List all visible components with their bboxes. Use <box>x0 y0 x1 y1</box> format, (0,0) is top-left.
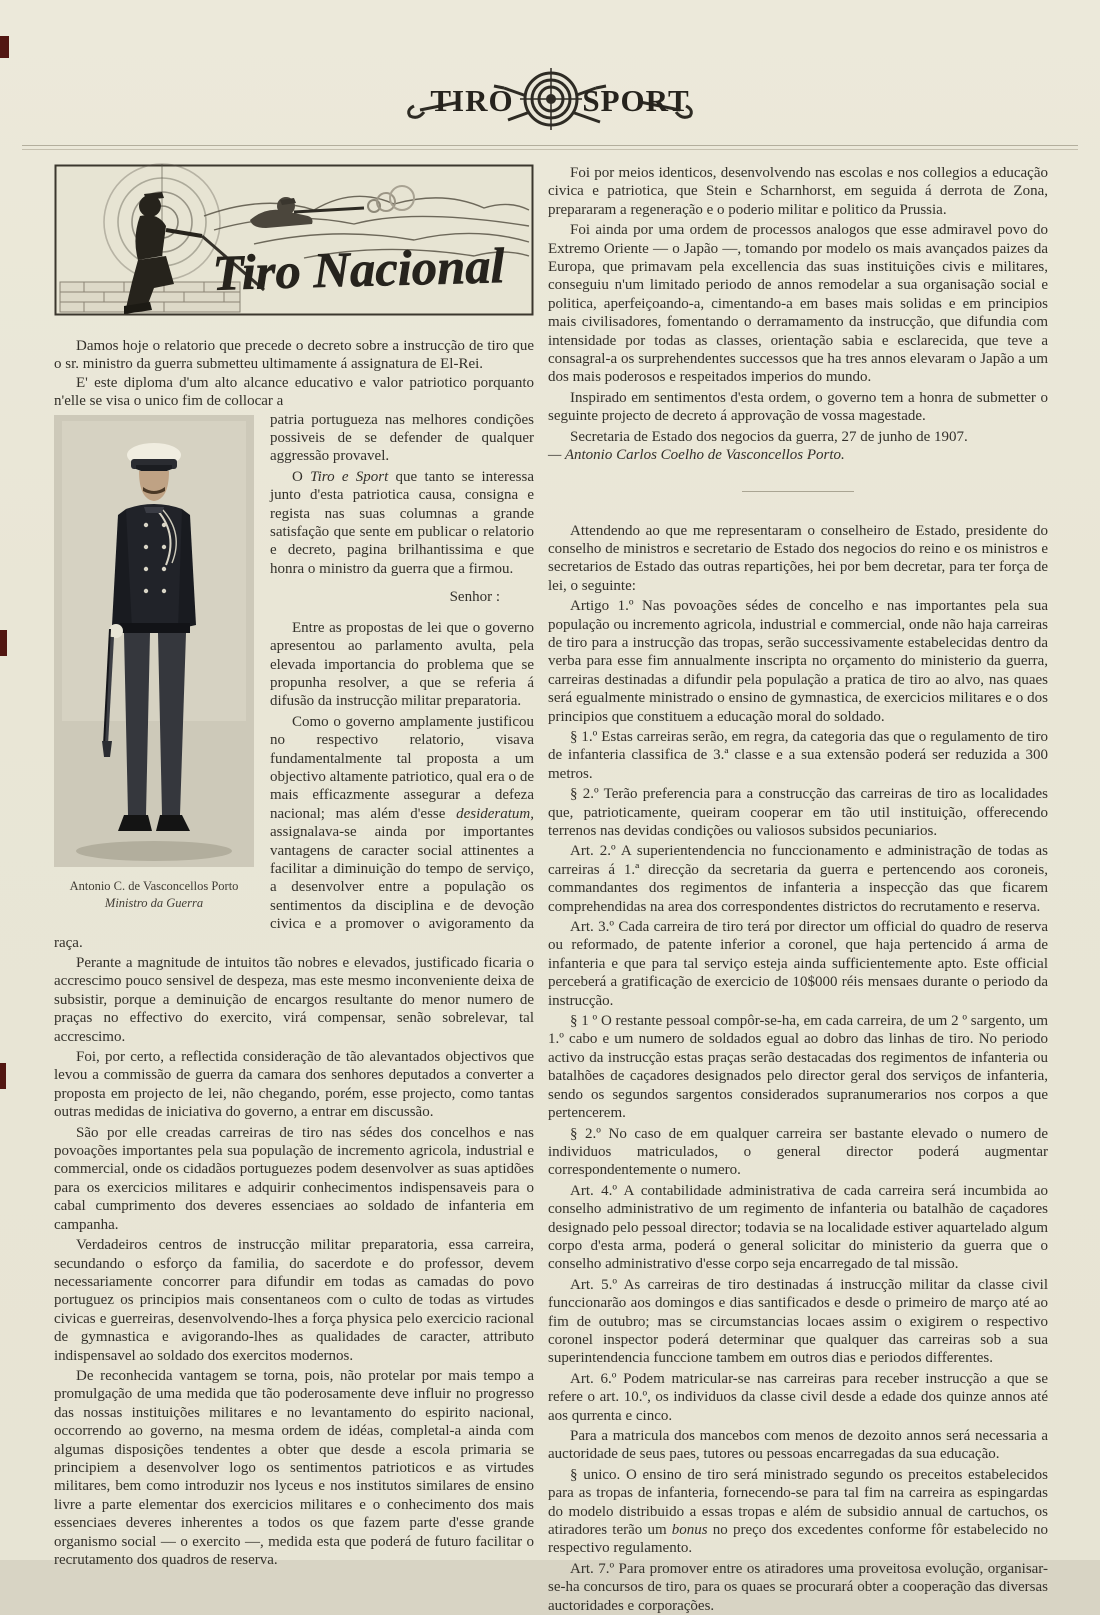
paragraph: De reconhecida vantagem se torna, pois, não protelar por mais tempo a promulgação de uma medida que tão poderosamente deve influir no progresso das nossas instituições militares e no levantamento do espirito nacional, occorrendo ao governo, na mesma ordem de idéas, completal-a ainda com algumas disposições tendentes a obter que desde a escola primaria se principiem a desenvolver logo os sentimentos patrioticos e as virtudes militares, bem como introduzir nos lyceus e nos institutos similares de ensino livre a parte elementar dos exercicios militares e o conhecimento dos mais essenciaes deveres inherentes a todos os que fazem parte d'esse grande organismo social — o exercito —, medida esta que poderá de futuro facilitar o recrutamento dos quadros de reserva. <box>54 1367 534 1568</box>
paragraph: § 1.º Estas carreiras serão, em regra, da categoria das que o regulamento de tiro de infanteria classifica de 3.ª classe e a sua extensão poderá ser reduzida a 300 metros. <box>548 728 1048 782</box>
paragraph: Art. 3.º Cada carreira de tiro terá por director um official do quadro de reserva ou reformado, de patente inferior a coronel, que haja pertencido á arma de infanteria e que para tal serviço esteja ainda sufficientemente apto. Este official perceberá a gratificação de exercicio de 10$000 réis mensaes durante o periodo da instrucção. <box>548 919 1048 1009</box>
photo-caption-role: Ministro da Guerra <box>104 895 204 910</box>
paragraph: § 2.º No caso de em qualquer carreira ser bastante elevado o numero de individuos matriculados, o general director poderá augmentar correspondentemente o numero. <box>548 1125 1048 1179</box>
paragraph: Foi, por certo, a reflectida consideração de tão alevantados objectivos que levou a commissão de guerra da camara dos senhores deputados a converter a proposta em projecto de lei, não chegando, porém, esse projecto, como tantas outras medidas de iniciativa do governo, a entrar em discussão. <box>54 1049 534 1121</box>
article-columns <box>0 150 1100 1615</box>
paragraph-text: Como o governo amplamente justificou no respectivo relatorio, visava fundamentalmente tal proposta a um objectivo altamente patriotico, qual era o de mais efficazmente assegurar a defeza nacional; mas além d'esse <box>270 713 534 822</box>
paragraph: Perante a magnitude de intuitos tão nobres e elevados, justificado ficaria o accrescimo pouco sensivel de despeza, mas este mesmo inconveniente deixa de subsistir, porque a deminuição de encargos resultante do menor numero de praças no effectivo do exercito, virá compensar, senão sobrelevar, tal accrescimo. <box>54 955 534 1045</box>
paragraph-text: no preço dos excedentes conforme fôr estabelecido no respectivo regulamento. <box>548 1522 1048 1557</box>
paragraph: Damos hoje o relatorio que precede o decreto sobre a instrucção de tiro que o sr. ministro da guerra submetteu ultimamente á assignatura de El-Rei. <box>54 338 534 373</box>
binding-mark <box>0 630 7 656</box>
paragraph: Artigo 1.º Nas povoações sédes de concelho e nas importantes pela sua população ou incremento agricola, industrial e commercial, onde não haja carreiras de tiro para a instrucção das tropas, serão successivamente estabelecidas dentro da verba para esse fim annualmente inscripta no orçamento do ministerio da guerra, carreiras destinadas a difundir pela população a pratica de tiro ao alvo, nas quaes será egualmente ministrado o ensino de gymnastica, de exercicios militares e o dos principios que constituem a educação moral do soldado. <box>548 598 1048 725</box>
officer-photo <box>54 415 254 867</box>
paragraph: Entre as propostas de lei que o governo apresentou ao parlamento avulta, pela elevada importancia do problema que se propunha resolver, a que se referia á difusão da instrucção militar preparatoria. <box>270 619 534 710</box>
paragraph: Verdadeiros centros de instrucção militar preparatoria, essa carreira, secundando o esforço da familia, do sacerdote e do professor, devem necessariamente concorrer para difundir em todas as camadas do povo portuguez os principios mais consentaneos com o culto de todas as virtudes civicas e guerreiras, desenvolvendo-lhes a força physica pelo exercicio racional de gymnastica e avigorando-lhes as qualidades de caracter, attributo indispensavel ao soldado dos exercitos modernos. <box>54 1237 534 1364</box>
paragraph <box>548 1466 1048 1558</box>
paragraph-text: § unico. O ensino de tiro será ministrado segundo os preceitos estabelecidos para as tropas de infanteria, fornecendo-se para tal fim na carreira as espingardas do modelo distribuido a essas tropas e além de subsidio annual de cartuchos, os atiradores terão um <box>548 1466 1048 1539</box>
paragraph: § 2.º Terão preferencia para a construcção das carreiras de tiro as localidades que, patrioticamente, queiram cooperar em tão util instituição, offerecendo terrenos nas devidas condições ou valiosos subsidos pecuniarios. <box>548 786 1048 839</box>
paragraph-text: O <box>292 468 311 485</box>
salutation: Senhor : <box>449 589 500 606</box>
section-divider-rule <box>742 491 854 492</box>
masthead-word-tiro: TIRO <box>430 83 514 118</box>
paragraph-text: , assignalava-se ainda por importantes vantagens de caracter social attinentes a facilitar a diminuição do tempo de serviço, a desenvolver entre a população os sentimentos da disciplina e de devoção civica e a promover o avigoramento da raça. <box>54 805 534 951</box>
paragraph: patria portugueza nas melhores condições possiveis de se defender de qualquer aggressão provavel. <box>270 411 534 465</box>
paragraph: Art. 5.º As carreiras de tiro destinadas á instrucção militar da classe civil funccionarão aos domingos e dias santificados e desde o primeiro de março até ao fim de outubro; mas se circumstancias locaes assim o exigirem o respectivo coronel inspector poderá determinar que qualquer das carreiras sob a sua superintendencia funccione tambem em outros dias e periodos differentes. <box>548 1276 1048 1367</box>
paragraph: Attendendo ao que me representaram o conselheiro de Estado, presidente do conselho de ministros e secretario de Estado dos negocios do reino e os ministros e secretarios de Estado das outras repartições, hei por bem decretar, para ter força de lei, o seguinte: <box>548 522 1048 594</box>
right-column <box>548 164 1048 1615</box>
photo-caption-name: Antonio C. de Vasconcellos Porto <box>69 878 239 893</box>
paragraph: Foi por meios identicos, desenvolvendo nas escolas e nos collegios a educação civica e patriotica, que Stein e Scharnhorst, em seguida á derrota de Zona, prepararam a regeneração e o poderio militar e politico da Prussia. <box>548 165 1048 218</box>
paragraph: Inspirado em sentimentos d'esta ordem, o governo tem a honra de submetter o seguinte projecto de decreto á approvação de vossa magestade. <box>548 389 1048 425</box>
paragraph: § 1 º O restante pessoal compôr-se-ha, em cada carreira, de um 2 º sargento, um 1.º cabo e um numero de soldados egual ao dobro das linhas de tiro. No periodo activo da instrucção estas praças serão destacadas dos regimentos de infanteria ou batalhões de caçadores designados pelo director geral dos serviços de infanteria, sendo os segundos sargentos considerados supranumerarios nos corpos a que pertencerem. <box>548 1013 1048 1122</box>
masthead-word-sport: SPORT <box>582 83 690 118</box>
officer-portrait-figure <box>54 415 254 912</box>
paragraph: Art. 2.º A superientendencia no funccionamento e administração de todas as carreiras á 1.ª direcção da secretaria da guerra e pertencendo aos coroneis, commandantes dos regimentos de infanteria a inspecção das que ficarem comprehendidas na area dos correspondentes districtos do recrutamento e reserva. <box>548 843 1048 915</box>
target-icon <box>520 68 582 130</box>
bonus-italic: bonus <box>671 1522 708 1539</box>
journal-name-italic: Tiro e Sport <box>310 468 389 485</box>
paragraph: Para a matricula dos mancebos com menos de dezoito annos será necessaria a auctoridade de seus paes, tutores ou pessoas encarregadas da sua educação. <box>548 1428 1048 1463</box>
latin-term-italic: desideratum <box>456 805 531 822</box>
title-plate-illustration <box>54 164 534 316</box>
paragraph: Art. 4.º A contabilidade administrativa de cada carreira será incumbida ao conselho administrativo de um regimento de infanteria ou batalhão de caçadores designado pelo pessoal director; todavia se na localidade estiver aquartelado algum corpo d'esta arma, poderá o general solicitar do ministerio da guerra que o conselho administrativo d'esse corpo seja encarregado de tal missão. <box>548 1182 1048 1273</box>
binding-mark <box>0 1063 6 1089</box>
binding-mark <box>0 36 9 58</box>
masthead-logo-art <box>400 66 700 130</box>
paragraph: São por elle creadas carreiras de tiro nas sédes dos concelhos e nas povoações importantes pela sua população de incremento agricola, industrial e commercial, onde os cidadãos portuguezes podem desenvolver as suas aptidões para os exercicios militares e adquirir conhecimentos indispensaveis para o cabal cumprimento dos deveres essenciaes ao soldado de infanteria em campanha. <box>54 1124 534 1233</box>
left-column <box>54 164 534 1615</box>
signature-line: — Antonio Carlos Coelho de Vasconcellos Porto. <box>548 447 845 464</box>
photo-caption <box>54 878 254 912</box>
paragraph: Secretaria de Estado dos negocios da guerra, 27 de junho de 1907. <box>570 428 968 445</box>
paragraph-text: que tanto se interessa junto d'esta patriotica causa, consigna e regista nas suas columnas a grande satisfação que sente em publicar o relatorio e decreto, pagina brilhantissima e que honra o ministro da guerra que a firmou. <box>270 468 534 577</box>
paragraph: Foi ainda por uma ordem de processos analogos que esse admiravel povo do Extremo Oriente — o Japão —, tomando por modelo os mais avançados paizes da Europa, que primavam pela excellencia das suas instituições civis e militares, conseguiu n'um limitado periodo de annos remodelar a sua organisação social e politica, aperfeiçoando-a, cimentando-a em bases mais solidas e em principios mais civilisadores, fomentando o derramamento da instrucção, que difundia com intensidade por todas as classes, orientação sabia e esclarecida, que teve a consagral-a os surprehendentes successos que ha tres annos elevaram o Japão a um dos mais poderosos e respeitados imperios do mundo. <box>548 222 1048 386</box>
title-plate <box>54 164 534 321</box>
paragraph: Art. 7.º Para promover entre os atiradores uma proveitosa evolução, organisar-se-ha concursos de tiro, para os quaes se procurará obter a cooperação das diversas auctoridades e corporações. <box>548 1560 1048 1614</box>
article-title: Tiro Nacional <box>211 237 502 301</box>
masthead-logo <box>400 0 700 135</box>
paragraph: Art. 6.º Podem matricular-se nas carreiras para receber instrucção a que se refere o art. 10.º, os individuos da classe civil desde a edade dos quinze annos até aos qurrenta e cinco. <box>548 1370 1048 1424</box>
paragraph: E' este diploma d'um alto alcance educativo e valor patriotico porquanto n'elle se visa o unico fim de collocar a <box>54 374 534 410</box>
